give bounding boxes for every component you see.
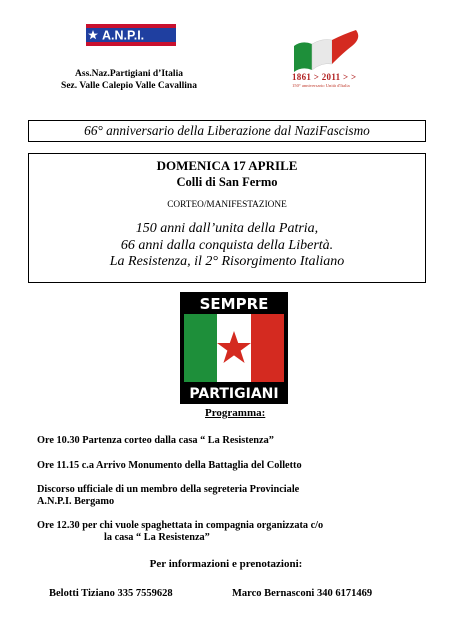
event-type: CORTEO/MANIFESTAZIONE (167, 200, 287, 210)
association-line-2: Sez. Valle Calepio Valle Cavallina (61, 81, 197, 91)
sempre-partigiani-emblem (180, 292, 288, 404)
program-line-4b: la casa “ La Resistenza” (104, 532, 210, 543)
contact-belotti: Belotti Tiziano 335 7559628 (49, 588, 173, 599)
event-place: Colli di San Fermo (176, 175, 278, 189)
event-motto (29, 221, 425, 271)
emblem-top-text: SEMPRE (199, 295, 269, 313)
anniversary-flag-logo (288, 30, 368, 72)
program-line-4a: Ore 12.30 per chi vuole spaghettata in compagnia organizzata c/o (37, 520, 324, 531)
title-box (28, 120, 426, 142)
program-heading: Programma: (205, 407, 266, 419)
emblem-red-stripe (251, 314, 284, 382)
event-date: DOMENICA 17 APRILE (156, 158, 298, 173)
program-line-1: Ore 10.30 Partenza corteo dalla casa “ La Resistenza” (37, 435, 274, 446)
association-line-1: Ass.Naz.Partigiani d’Italia (75, 69, 183, 79)
anniversary-subtitle: 150° anniversario Unità d'Italia (292, 83, 350, 88)
page-title: 66° anniversario della Liberazione dal NaziFascismo (84, 123, 370, 138)
emblem-green-stripe (184, 314, 217, 382)
association-name (44, 68, 214, 92)
emblem-bottom-text: PARTIGIANI (189, 386, 279, 402)
program-line-3b: A.N.P.I. Bergamo (37, 496, 115, 507)
motto-line-1: 150 anni dall’unita della Patria, (135, 221, 319, 236)
flag-white-stripe (312, 40, 332, 71)
program-line-3a: Discorso ufficiale di un membro della segreteria Provinciale (37, 484, 300, 495)
flag-green-stripe (294, 42, 312, 72)
program-line-2: Ore 11.15 c.a Arrivo Monumento della Battaglia del Colletto (37, 460, 302, 471)
anpi-logo-text: A.N.P.I. (102, 28, 145, 43)
motto-line-3: La Resistenza, il 2° Risorgimento Italiano (109, 254, 345, 269)
event-info-box (28, 153, 426, 283)
anpi-logo (86, 24, 176, 46)
flag-red-stripe (332, 30, 358, 64)
contacts-heading: Per informazioni e prenotazioni: (149, 558, 303, 570)
motto-line-2: 66 anni dalla conquista della Libertà. (120, 237, 334, 253)
anniversary-years: 1861 > 2011 > > (292, 72, 357, 82)
contact-bernasconi: Marco Bernasconi 340 6171469 (232, 588, 373, 599)
